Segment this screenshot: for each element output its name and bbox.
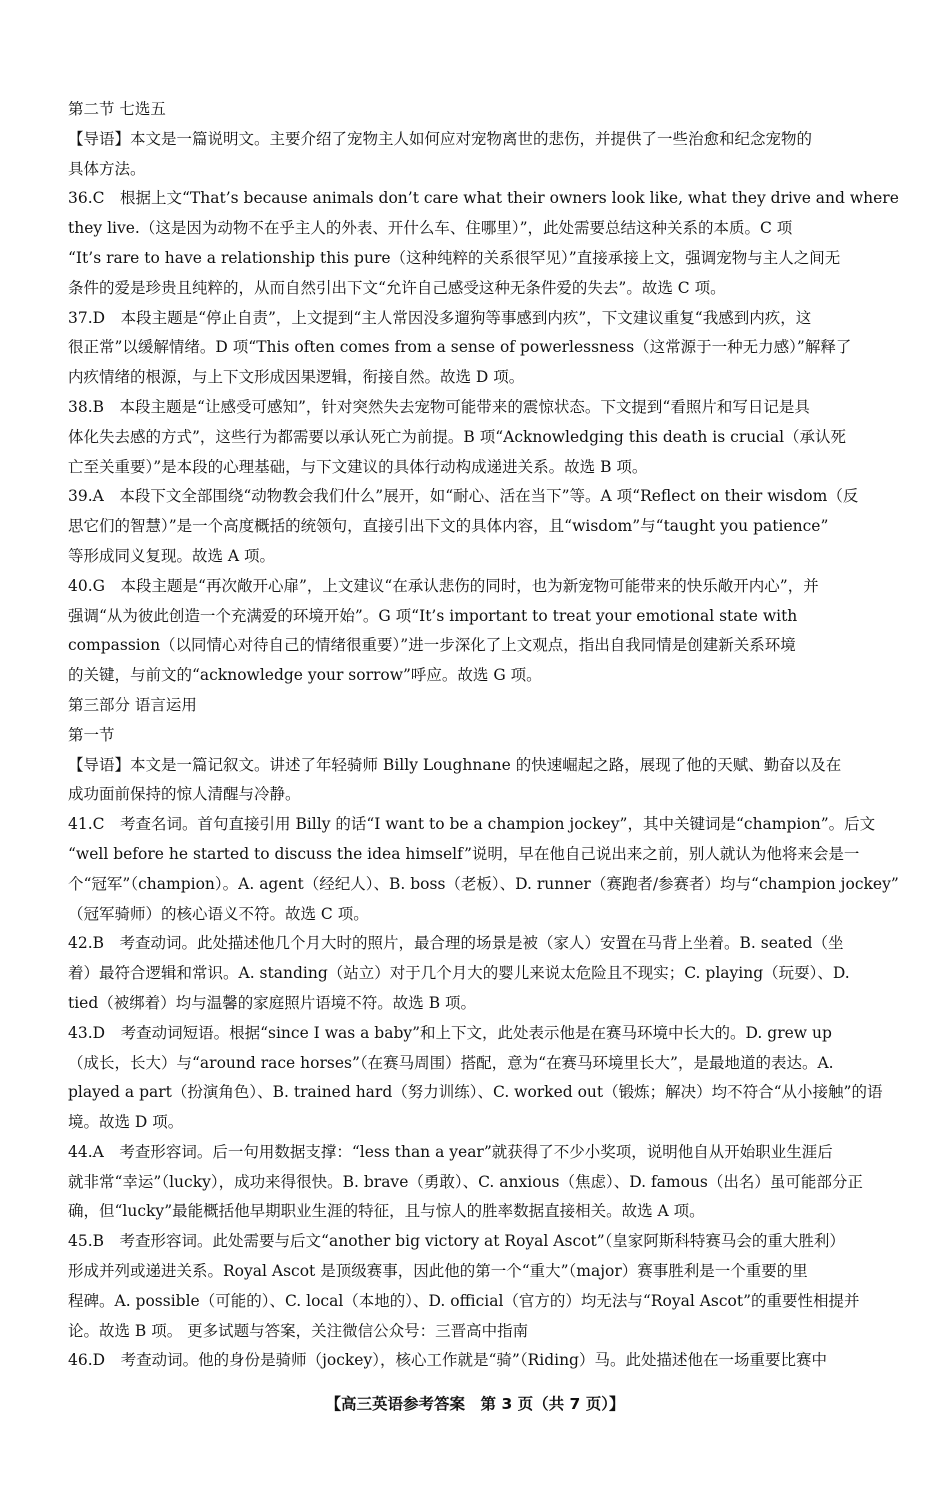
- text-line: compassion（以同情心对待自己的情绪很重要）”进一步深化了上文观点，指出自我同情是创建新关系环境: [68, 636, 796, 655]
- text-line: 强调“从为彼此创造一个充满爱的环境开始”。G 项“It’s important to treat your emotional state with: [68, 606, 798, 625]
- text-line: 亡至关重要）”是本段的心理基础，与下文建议的具体行动构成递进关系。故选 B 项。: [68, 457, 648, 476]
- text-line: 程碑。A. possible（可能的）、C. local（本地的）、D. official（官方的）均无法与“Royal Ascot”的重要性相提并: [68, 1291, 860, 1310]
- text-line: 成功面前保持的惊人清醒与冷静。: [68, 785, 301, 804]
- answer-content: [68, 95, 908, 1376]
- text-line: 42.B 考查动词。此处描述他几个月大时的照片，最合理的场景是被（家人）安置在马背上坐着。B. seated（坐: [68, 934, 844, 953]
- text-line: 个“冠军”（champion）。A. agent（经纪人）、B. boss（老板）、D. runner（赛跑者/参赛者）均与“champion jockey”: [68, 874, 899, 893]
- text-line: 思它们的智慧）”是一个高度概括的统领句，直接引出下文的具体内容，且“wisdom”与“taught you patience”: [68, 517, 829, 536]
- text-line: 等形成同义复现。故选 A 项。: [68, 546, 276, 565]
- text-line: “It’s rare to have a relationship this pure（这种纯粹的关系很罕见）”直接承接上文，强调宠物与主人之间无: [68, 248, 841, 267]
- text-line: 【导语】本文是一篇说明文。主要介绍了宠物主人如何应对宠物离世的悲伤，并提供了一些治愈和纪念宠物的: [68, 129, 813, 148]
- text-line: 着）最符合逻辑和常识。A. standing（站立）对于几个月大的婴儿来说太危险且不现实；C. playing（玩耍）、D.: [68, 964, 850, 983]
- text-line: “well before he started to discuss the idea himself”说明，早在他自己说出来之前，别人就认为他将来会是一: [68, 844, 860, 863]
- text-line: 确，但“lucky”最能概括他早期职业生涯的特征，且与惊人的胜率数据直接相关。故选 A 项。: [68, 1202, 705, 1221]
- text-line: 境。故选 D 项。: [68, 1113, 184, 1132]
- text-line: 第三部分 语言运用: [68, 695, 197, 714]
- text-line: tied（被绑着）均与温馨的家庭照片语境不符。故选 B 项。: [68, 993, 477, 1012]
- text-line: （成长，长大）与“around race horses”（在赛马周围）搭配，意为“在赛马环境里长大”，是最地道的表达。A.: [68, 1053, 834, 1072]
- text-line: 很正常”以缓解情绪。D 项“This often comes from a sense of powerlessness（这常源于一种无力感）”解释了: [68, 338, 852, 357]
- text-line: 第二节 七选五: [68, 100, 166, 118]
- text-line: 形成并列或递进关系。Royal Ascot 是顶级赛事，因此他的第一个“重大”（major）赛事胜利是一个重要的里: [68, 1262, 808, 1281]
- text-line: 就非常“幸运”（lucky），成功来得很快。B. brave（勇敢）、C. anxious（焦虑）、D. famous（出名）虽可能部分正: [68, 1172, 863, 1191]
- text-line: 36.C 根据上文“That’s because animals don’t care what their owners look like, what they drive and where: [68, 189, 899, 208]
- text-line: 论。故选 B 项。 更多试题与答案，关注微信公众号：三晋高中指南: [68, 1321, 529, 1340]
- text-line: 第一节: [68, 725, 115, 744]
- text-line: 37.D 本段主题是“停止自责”，上文提到“主人常因没多遛狗等事感到内疚”，下文建议重复“我感到内疚，这: [68, 308, 812, 327]
- text-line: 体化失去感的方式”，这些行为都需要以承认死亡为前提。B 项“Acknowledging this death is crucial（承认死: [68, 427, 847, 446]
- text-line: 的关键，与前文的“acknowledge your sorrow”呼应。故选 G 项。: [68, 666, 542, 685]
- page-footer: 【高三英语参考答案 第 3 页（共 7 页）】: [325, 1395, 625, 1413]
- text-line: 具体方法。: [68, 159, 146, 178]
- text-line: 39.A 本段下文全部围绕“动物教会我们什么”展开，如“耐心、活在当下”等。A 项“Reflect on their wisdom（反: [68, 487, 859, 506]
- text-line: played a part（扮演角色）、B. trained hard（努力训练）、C. worked out（锻炼；解决）均不符合“从小接触”的语: [68, 1083, 883, 1102]
- text-line: 41.C 考查名词。首句直接引用 Billy 的话“I want to be a champion jockey”，其中关键词是“champion”。后文: [68, 815, 876, 834]
- text-line: 条件的爱是珍贵且纯粹的，从而自然引出下文“允许自己感受这种无条件爱的失去”。故选 C 项。: [68, 278, 726, 297]
- text-line: 46.D 考查动词。他的身份是骑师（jockey），核心工作就是“骑”（Riding）马。此处描述他在一场重要比赛中: [68, 1351, 827, 1370]
- text-line: 【导语】本文是一篇记叙文。讲述了年轻骑师 Billy Loughnane 的快速崛起之路，展现了他的天赋、勤奋以及在: [68, 755, 842, 774]
- text-line: （冠军骑师）的核心语义不符。故选 C 项。: [68, 904, 369, 923]
- text-line: 43.D 考查动词短语。根据“since I was a baby”和上下文，此处表示他是在赛马环境中长大的。D. grew up: [68, 1023, 832, 1042]
- text-line: 内疚情绪的根源，与上下文形成因果逻辑，衔接自然。故选 D 项。: [68, 368, 525, 387]
- text-line: 45.B 考查形容词。此处需要与后文“another big victory at Royal Ascot”（皇家阿斯科特赛马会的重大胜利）: [68, 1232, 845, 1251]
- text-line: 40.G 本段主题是“再次敞开心扉”，上文建议“在承认悲伤的同时，也为新宠物可能带来的快乐敞开内心”，并: [68, 576, 819, 595]
- text-line: 38.B 本段主题是“让感受可感知”，针对突然失去宠物可能带来的震惊状态。下文提到“看照片和写日记是具: [68, 397, 810, 416]
- text-line: they live.（这是因为动物不在乎主人的外表、开什么车、住哪里）”，此处需要总结这种关系的本质。C 项: [68, 219, 793, 238]
- text-line: 44.A 考查形容词。后一句用数据支撑：“less than a year”就获得了不少小奖项，说明他自从开始职业生涯后: [68, 1142, 833, 1161]
